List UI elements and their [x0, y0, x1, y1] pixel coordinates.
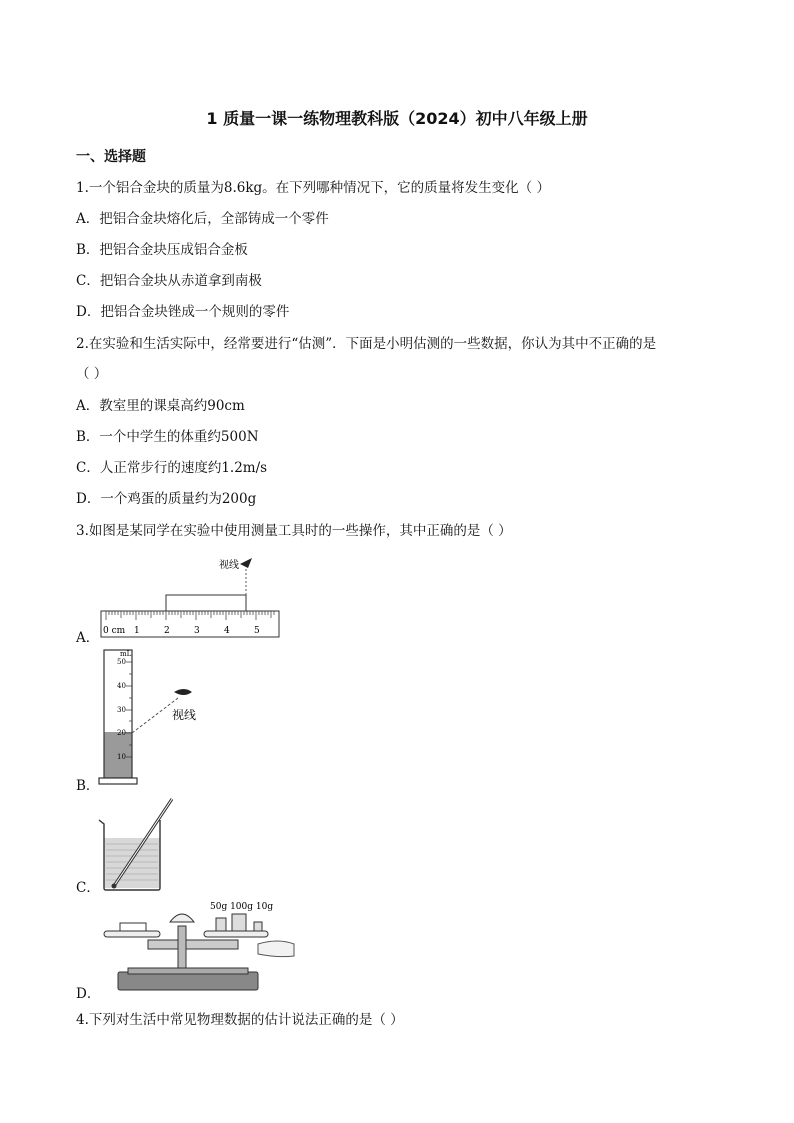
ruler-label-5: 5: [254, 626, 260, 636]
beaker-figure: [96, 796, 186, 896]
q1-option-a: A．把铝合金块熔化后，全部铸成一个零件: [76, 211, 329, 227]
cylinder-unit: mL: [120, 650, 132, 658]
right-pan: [204, 931, 268, 937]
ruler-label-4: 4: [224, 626, 230, 636]
base: [118, 972, 258, 990]
question-1-stem: 1.一个铝合金块的质量为8.6kg。在下列哪种情况下，它的质量将发生变化（ ）: [76, 180, 550, 196]
question-2-stem-cont: （ ）: [76, 366, 108, 382]
ruler-label-0: 0 cm: [103, 626, 126, 636]
q1-option-c: C．把铝合金块从赤道拿到南极: [76, 273, 262, 289]
eye-icon: [240, 558, 252, 568]
q2-option-c: C．人正常步行的速度约1.2m/s: [76, 460, 268, 476]
section-heading: 一、选择题: [76, 149, 146, 165]
weight-50g: [216, 918, 226, 931]
balance-figure: [98, 896, 298, 998]
left-pan: [104, 931, 160, 937]
cylinder-base: [99, 778, 137, 784]
object: [120, 923, 146, 931]
cylinder-figure: [94, 646, 214, 791]
eye-icon: [174, 689, 192, 695]
thermometer-bulb: [112, 884, 117, 889]
q2-option-b: B．一个中学生的体重约500N: [76, 429, 259, 445]
ruler-label-1: 1: [134, 626, 140, 636]
q2-option-a: A．教室里的课桌高约90cm: [76, 398, 245, 414]
weight-100g: [232, 914, 246, 931]
base-top: [128, 968, 248, 974]
q1-option-d: D．把铝合金块锉成一个规则的零件: [76, 304, 290, 320]
q3-option-b: B．: [76, 778, 100, 794]
question-3-stem: 3.如图是某同学在实验中使用测量工具时的一些操作，其中正确的是（ ）: [76, 523, 512, 539]
hand-icon: [258, 941, 294, 957]
dial-icon: [170, 914, 194, 922]
measured-block: [166, 595, 246, 611]
beam: [148, 940, 238, 949]
ruler-label-3: 3: [194, 626, 200, 636]
beaker-liquid: [104, 838, 160, 888]
question-2-stem: 2.在实验和生活实际中，经常要进行“估测”．下面是小明估测的一些数据，你认为其中不正确的是: [76, 336, 657, 352]
sight-label: 视线: [219, 560, 239, 571]
cylinder-tick-50: 50: [117, 658, 126, 666]
q2-option-d: D．一个鸡蛋的质量约为200g: [76, 491, 257, 507]
q1-option-b: B．把铝合金块压成铝合金板: [76, 242, 248, 258]
q3-option-d: D．: [76, 986, 101, 1002]
ruler-label-2: 2: [164, 626, 170, 636]
weight-10g: [254, 922, 262, 931]
q3-option-a: A．: [76, 630, 100, 646]
cylinder-tick-10: 10: [117, 753, 126, 761]
cylinder-tick-40: 40: [117, 682, 126, 690]
cylinder-tick-20: 20: [117, 729, 126, 737]
sight-label: 视线: [172, 708, 197, 722]
ruler-figure: [96, 552, 286, 642]
q3-option-c: C．: [76, 880, 100, 896]
question-4-stem: 4.下列对生活中常见物理数据的估计说法正确的是（ ）: [76, 1012, 404, 1028]
page-title: 1 质量一课一练物理教科版（2024）初中八年级上册: [206, 109, 588, 128]
cylinder-tick-30: 30: [117, 706, 126, 714]
weights-label: 50g 100g 10g: [210, 902, 274, 912]
